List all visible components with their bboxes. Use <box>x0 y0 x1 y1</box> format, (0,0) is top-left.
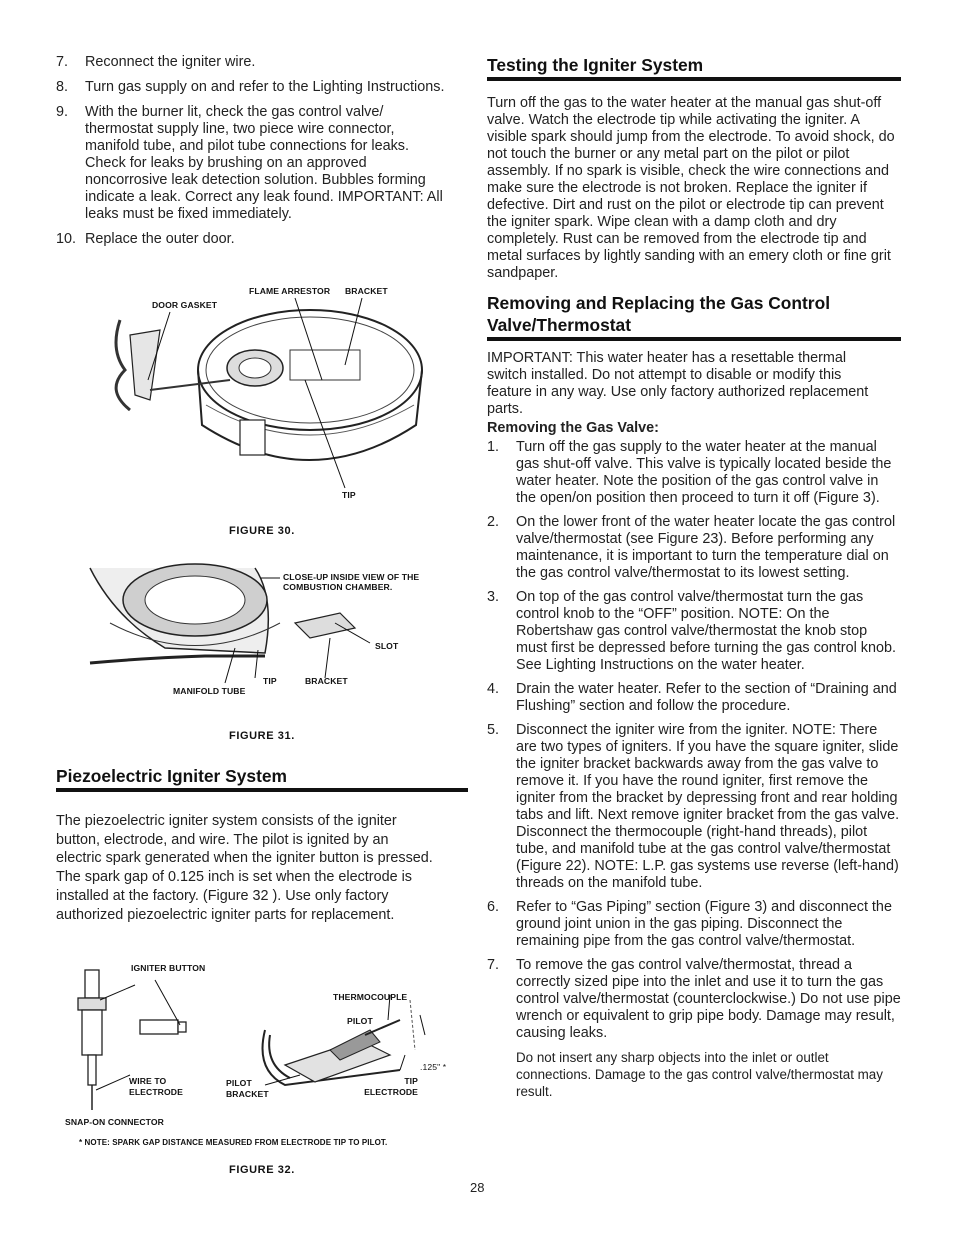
figure-32-note: * NOTE: SPARK GAP DISTANCE MEASURED FROM ELECTRODE TIP TO PILOT. <box>79 1138 388 1147</box>
label-pilot-bracket: PILOT BRACKET <box>226 1078 269 1099</box>
heading-rule <box>487 77 901 81</box>
label-wire-to-electrode: WIRE TO ELECTRODE <box>129 1076 183 1097</box>
testing-section <box>487 54 901 282</box>
list-item: 7. Reconnect the igniter wire. <box>56 54 256 70</box>
label-gap: .125" * <box>420 1062 447 1072</box>
list-item: 8. Turn gas supply on and refer to the Lighting Instructions. <box>56 79 445 95</box>
important-note: IMPORTANT: This water heater has a resettable thermal switch installed. Do not attempt to disable or modify this feature in any way. Use only factory authorized replacement parts. <box>487 350 869 417</box>
section-heading: Piezoelectric Igniter System <box>56 766 288 786</box>
list-item: 4. Drain the water heater. Refer to the section of “Draining and Flushing” section and follow the procedure. <box>487 681 897 714</box>
list-item: 6. Refer to “Gas Piping” section (Figure 3) and disconnect the ground joint union in the gas piping. Disconnect the remaining pipe from the gas control valve/thermostat. <box>487 899 892 949</box>
list-item: 3. On top of the gas control valve/thermostat turn the gas control knob to the “OFF” position. NOTE: On the Robertshaw gas control valve/thermostat the knob stop must first be depressed before turning the gas control knob. See Lighting Instructions on the water heater. <box>487 589 896 673</box>
label-flame-arrestor: FLAME ARRESTOR <box>249 286 331 296</box>
testing-body: Turn off the gas to the water heater at the manual gas shut-off valve. Watch the electrode tip while activating the igniter. A visible spark should jump from the electrode. To avoid shock, do not touch the burner or any metal part on the pilot or pilot assembly. If no spark is visible, check the wire connections and make sure the electrode is not broken. Replace the igniter if defective. Dirt and rust on the pilot or electrode tip can prevent the igniter spark. Wipe clean with a damp cloth and dry completely. Rust can be removed from the electrode tip and metal surfaces by lightly sanding with an emery cloth or fine grit sandpaper. <box>487 95 895 281</box>
list-item: 7. To remove the gas control valve/thermostat, thread a correctly sized pipe into the inlet and use it to turn the gas control valve/thermostat (counterclockwise.) Do not use pipe wrench or equivalent to grip pipe body. Damage may result, causing leaks. <box>487 957 901 1041</box>
label-door-gasket: DOOR GASKET <box>152 300 218 310</box>
label-manifold-tube: MANIFOLD TUBE <box>173 686 246 696</box>
label-tip: TIP <box>342 490 356 500</box>
list-item: 10. Replace the outer door. <box>56 231 235 247</box>
list-item: 9. With the burner lit, check the gas control valve/ thermostat supply line, two piece wire connector, manifold tube, and pilot tube connections for leaks. Check for leaks by brushing on an approved noncorrosive leak detection solution. Bubbles forming indicate a leak. Correct any leak found. IMPORTANT: All leaks must be fixed immediately. <box>56 104 443 222</box>
heading-rule <box>56 788 468 792</box>
label-bracket: BRACKET <box>305 676 348 686</box>
section-heading: Removing and Replacing the Gas Control Valve/Thermostat <box>487 293 831 335</box>
label-tip: TIP <box>263 676 277 686</box>
list-item: 1. Turn off the gas supply to the water heater at the manual gas shut-off valve. This valve is typically located beside the water heater. Note the position of the gas control valve in the open/on position then proceed to turn it off (Figure 3). <box>487 439 892 506</box>
removal-steps <box>487 439 901 1042</box>
label-closeup: CLOSE-UP INSIDE VIEW OF THE COMBUSTION CHAMBER. <box>283 572 420 592</box>
piezo-body: The piezoelectric igniter system consists of the igniter button, electrode, and wire. The pilot is ignited by an electric spark generated when the igniter button is pressed. The spark gap of 0.125 inch is set when the electrode is installed at the factory. (Figure 32 ). Use only factory authorized piezoelectric igniter parts for replacement. <box>56 813 433 923</box>
figure-30-caption: FIGURE 30. <box>229 525 295 537</box>
section-heading: Testing the Igniter System <box>487 55 704 75</box>
piezo-section <box>56 765 468 924</box>
combustion-chamber-drawing <box>90 290 450 500</box>
reinstall-steps <box>56 54 451 248</box>
closing-note: Do not insert any sharp objects into the inlet or outlet connections. Damage to the gas control valve/thermostat may result. <box>516 1050 883 1099</box>
label-tip-electrode: TIP ELECTRODE <box>364 1076 418 1097</box>
removing-section <box>487 292 901 1100</box>
page-number: 28 <box>470 1180 485 1195</box>
subheading: Removing the Gas Valve: <box>487 420 659 436</box>
figure-32-caption: FIGURE 32. <box>229 1164 295 1176</box>
figure-31-caption: FIGURE 31. <box>229 730 295 742</box>
label-thermocouple: THERMOCOUPLE <box>333 992 408 1002</box>
list-item: 2. On the lower front of the water heater locate the gas control valve/thermostat (see Figure 23). Before performing any maintenance, it is important to turn the temperature dial on the gas control valve/thermostat to its lowest setting. <box>487 514 896 581</box>
label-snap-on: SNAP-ON CONNECTOR <box>65 1117 164 1127</box>
label-bracket: BRACKET <box>345 286 388 296</box>
list-item: 5. Disconnect the igniter wire from the igniter. NOTE: There are two types of igniters. If you have the square igniter, slide the igniter bracket backwards away from the gas valve to remove it. If you have the round igniter, first remove the igniter from the bracket by depressing front and rear holding tabs and lift. Next remove igniter bracket from the gas valve. Disconnect the thermocouple (right-hand threads), pilot tube, and manifold tube at the gas control valve/thermostat (Figure 22). NOTE: L.P. gas systems use reverse (left-hand) threads on the manifold tube. <box>487 722 900 891</box>
heading-rule <box>487 337 901 341</box>
label-slot: SLOT <box>375 641 399 651</box>
label-igniter-button: IGNITER BUTTON <box>131 963 206 973</box>
label-pilot: PILOT <box>347 1016 373 1026</box>
